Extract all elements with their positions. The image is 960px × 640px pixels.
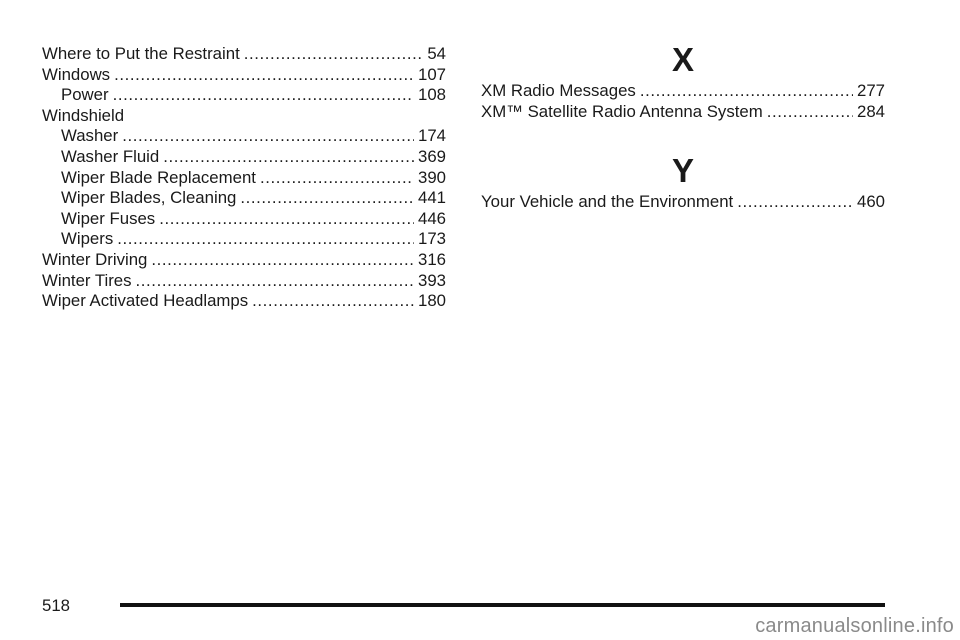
index-subentry: [42, 229, 446, 250]
entry-label: Winter Tires: [42, 270, 132, 290]
entry-label: Windshield: [42, 105, 125, 125]
index-subentry: [42, 168, 446, 189]
index-right-column: [481, 41, 885, 213]
entry-label: Your Vehicle and the Environment: [481, 192, 734, 212]
leader-dots: [122, 126, 414, 147]
leader-dots: [163, 147, 414, 168]
leader-dots: [640, 81, 853, 102]
leader-dots: [151, 250, 414, 271]
section-letter-x: X: [671, 41, 694, 78]
entry-page: 173: [418, 229, 446, 249]
index-entry: [481, 81, 885, 102]
entry-label: Wiper Activated Headlamps: [42, 291, 249, 311]
index-entry: [42, 44, 446, 65]
page-number: 518: [42, 596, 70, 615]
entry-label: Wipers: [61, 229, 114, 249]
leader-dots: [136, 271, 414, 292]
entry-page: 107: [418, 64, 446, 84]
index-subentry: [42, 85, 446, 106]
entry-page: 174: [418, 126, 446, 146]
entry-page: 460: [857, 192, 885, 212]
index-entry: [42, 291, 446, 312]
entry-label: Windows: [42, 64, 111, 84]
entry-page: 180: [418, 291, 446, 311]
entry-page: 369: [418, 146, 446, 166]
index-subentry: [42, 126, 446, 147]
leader-dots: [159, 209, 414, 230]
entry-label: Wiper Blade Replacement: [61, 167, 256, 187]
entry-label: XM™ Satellite Radio Antenna System: [481, 101, 763, 121]
entry-page: 316: [418, 249, 446, 269]
entry-label: XM Radio Messages: [481, 81, 636, 100]
entry-page: 54: [427, 44, 446, 63]
index-entry: [481, 192, 885, 213]
leader-dots: [767, 102, 853, 123]
index-entry: [42, 271, 446, 292]
index-entry: [481, 102, 885, 123]
leader-dots: [114, 65, 414, 86]
entry-page: 284: [857, 101, 885, 121]
entry-label: Power: [61, 85, 109, 105]
index-subentry: [42, 188, 446, 209]
footer-rule: [120, 603, 885, 607]
entry-page: 277: [857, 81, 885, 100]
entry-page: 446: [418, 208, 446, 228]
entry-label: Washer: [61, 126, 119, 146]
entry-label: Wiper Blades, Cleaning: [61, 188, 237, 208]
index-subentry: [42, 209, 446, 230]
entry-page: 390: [418, 167, 446, 187]
watermark: carmanualsonline.info: [755, 615, 954, 637]
leader-dots: [260, 168, 414, 189]
index-group-heading: [42, 106, 446, 127]
entry-label: Winter Driving: [42, 249, 148, 269]
entry-page: 441: [418, 188, 446, 208]
index-left-column: [42, 44, 446, 312]
index-entry: [42, 65, 446, 86]
leader-dots: [240, 188, 414, 209]
leader-dots: [252, 291, 414, 312]
entry-page: 108: [418, 85, 446, 105]
entry-page: 393: [418, 270, 446, 290]
section-letter-y: Y: [671, 152, 694, 190]
leader-dots: [737, 192, 853, 213]
index-subentry: [42, 147, 446, 168]
entry-label: Washer Fluid: [61, 146, 160, 166]
leader-dots: [117, 229, 414, 250]
index-entry: [42, 250, 446, 271]
leader-dots: [113, 85, 414, 106]
leader-dots: [244, 44, 424, 65]
entry-label: Where to Put the Restraint: [42, 44, 240, 63]
entry-label: Wiper Fuses: [61, 208, 156, 228]
